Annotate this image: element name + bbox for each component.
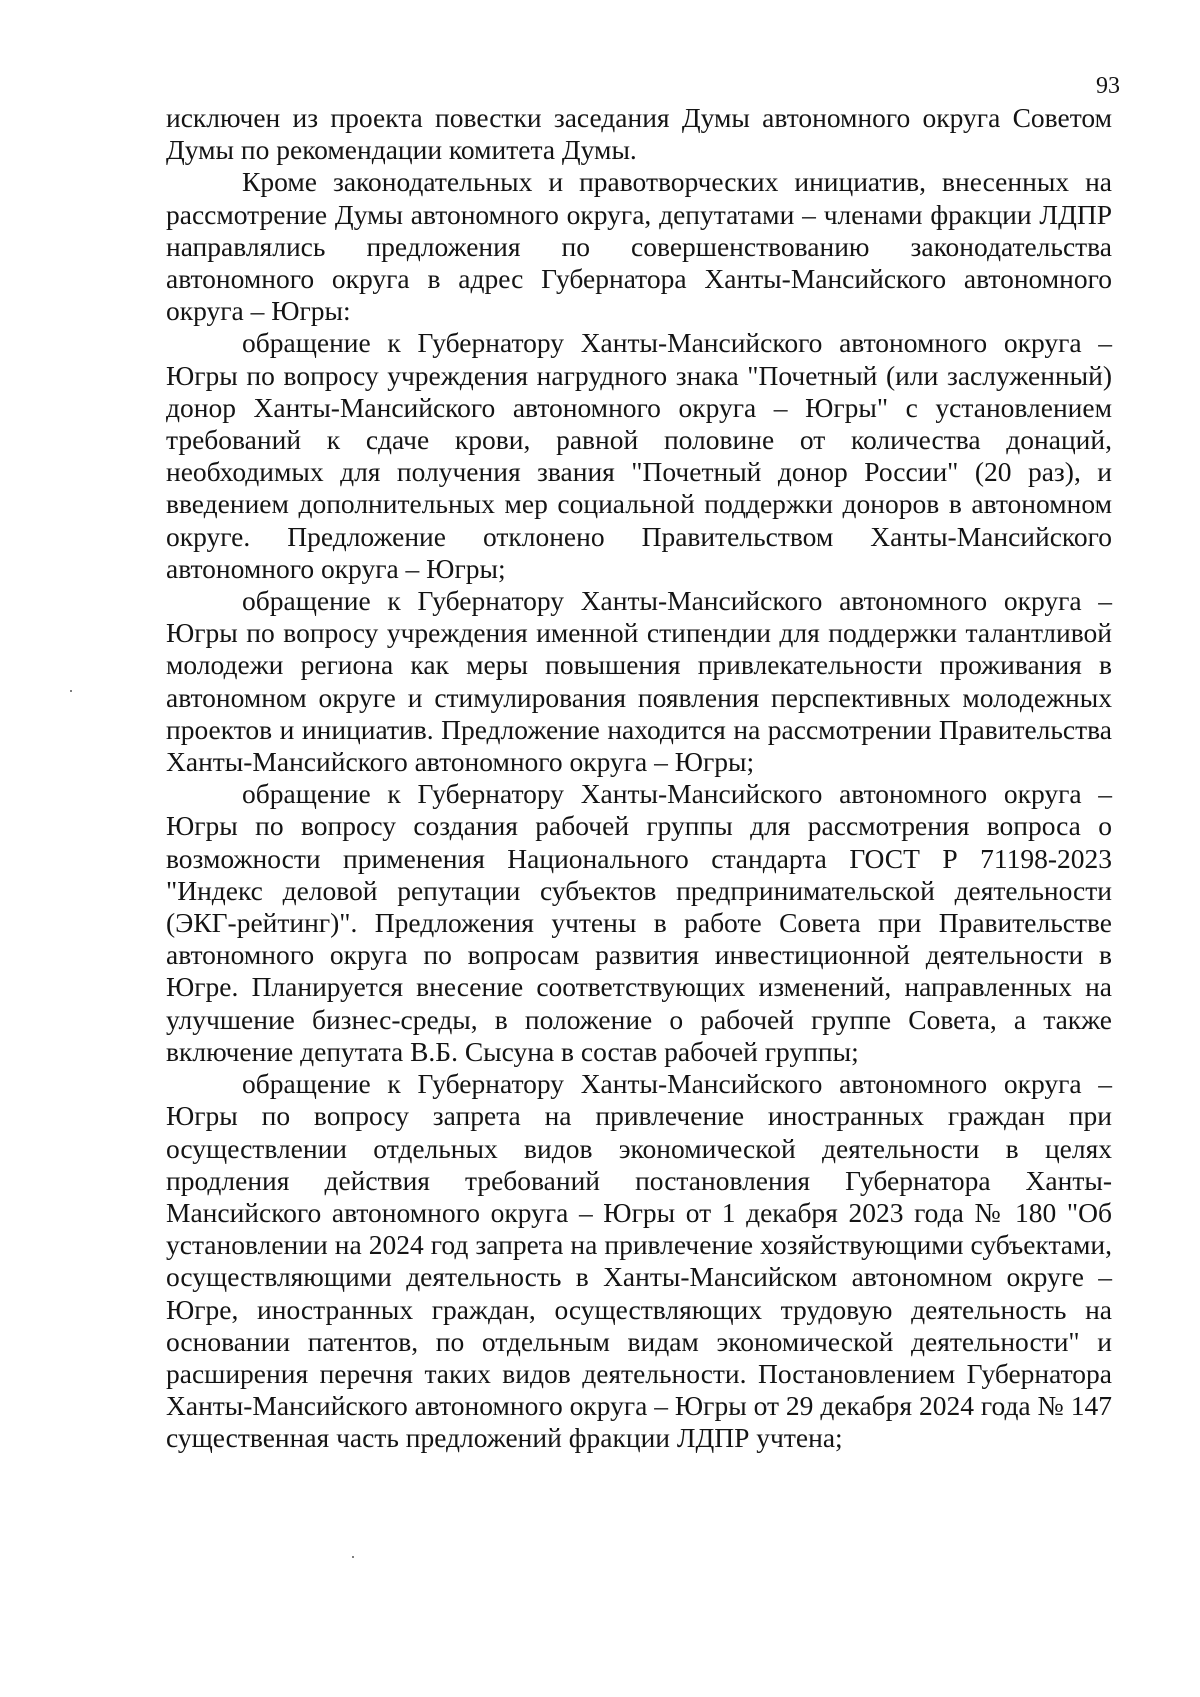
paragraph-donor-appeal: обращение к Губернатору Ханты-Мансийского автономного округа – Югры по вопросу учреждения нагрудного знака "Почетный (или заслуженный) донор Ханты-Мансийского автономного округа – Югры" с установлением требований к сдаче крови, равной половине от количества донаций, необходимых для получения звания "Почетный донор России" (20 раз), и введением дополнительных мер социальной поддержки доноров в автономном округе. Предложение отклонено Правительством Ханты-Мансийского автономного округа – Югры; — [166, 327, 1112, 584]
paragraph-stipend-appeal: обращение к Губернатору Ханты-Мансийского автономного округа – Югры по вопросу учреждения именной стипендии для поддержки талантливой молодежи региона как меры повышения привлекательности проживания в автономном округе и стимулирования появления перспективных молодежных проектов и инициатив. Предложение находится на рассмотрении Правительства Ханты-Мансийского автономного округа – Югры; — [166, 585, 1112, 778]
page-number: 93 — [1096, 73, 1120, 99]
scan-speck — [70, 690, 72, 692]
paragraph-working-group-appeal: обращение к Губернатору Ханты-Мансийского автономного округа – Югры по вопросу создания рабочей группы для рассмотрения вопроса о возможности применения Национального стандарта ГОСТ Р 71198-2023 "Индекс деловой репутации субъектов предпринимательской деятельности (ЭКГ-рейтинг)". Предложения учтены в работе Совета при Правительстве автономного округа по вопросам развития инвестиционной деятельности в Югре. Планируется внесение соответствующих изменений, направленных на улучшение бизнес-среды, в положение о рабочей группе Совета, а также включение депутата В.Б. Сысуна в состав рабочей группы; — [166, 778, 1112, 1067]
paragraph-intro: Кроме законодательных и правотворческих инициатив, внесенных на рассмотрение Думы автономного округа, депутатами – членами фракции ЛДПР направлялись предложения по совершенствованию законодательства автономного округа в адрес Губернатора Ханты-Мансийского автономного округа – Югры: — [166, 166, 1112, 327]
paragraph-continuation: исключен из проекта повестки заседания Думы автономного округа Советом Думы по рекомендации комитета Думы. — [166, 102, 1112, 166]
scan-speck — [352, 1556, 354, 1558]
document-body — [166, 102, 1112, 1455]
paragraph-foreign-workers-appeal: обращение к Губернатору Ханты-Мансийского автономного округа – Югры по вопросу запрета на привлечение иностранных граждан при осуществлении отдельных видов экономической деятельности в целях продления действия требований постановления Губернатора Ханты-Мансийского автономного округа – Югры от 1 декабря 2023 года № 180 "Об установлении на 2024 год запрета на привлечение хозяйствующими субъектами, осуществляющими деятельность в Ханты-Мансийском автономном округе – Югре, иностранных граждан, осуществляющих трудовую деятельность на основании патентов, по отдельным видам экономической деятельности" и расширения перечня таких видов деятельности. Постановлением Губернатора Ханты-Мансийского автономного округа – Югры от 29 декабря 2024 года № 147 существенная часть предложений фракции ЛДПР учтена; — [166, 1068, 1112, 1454]
